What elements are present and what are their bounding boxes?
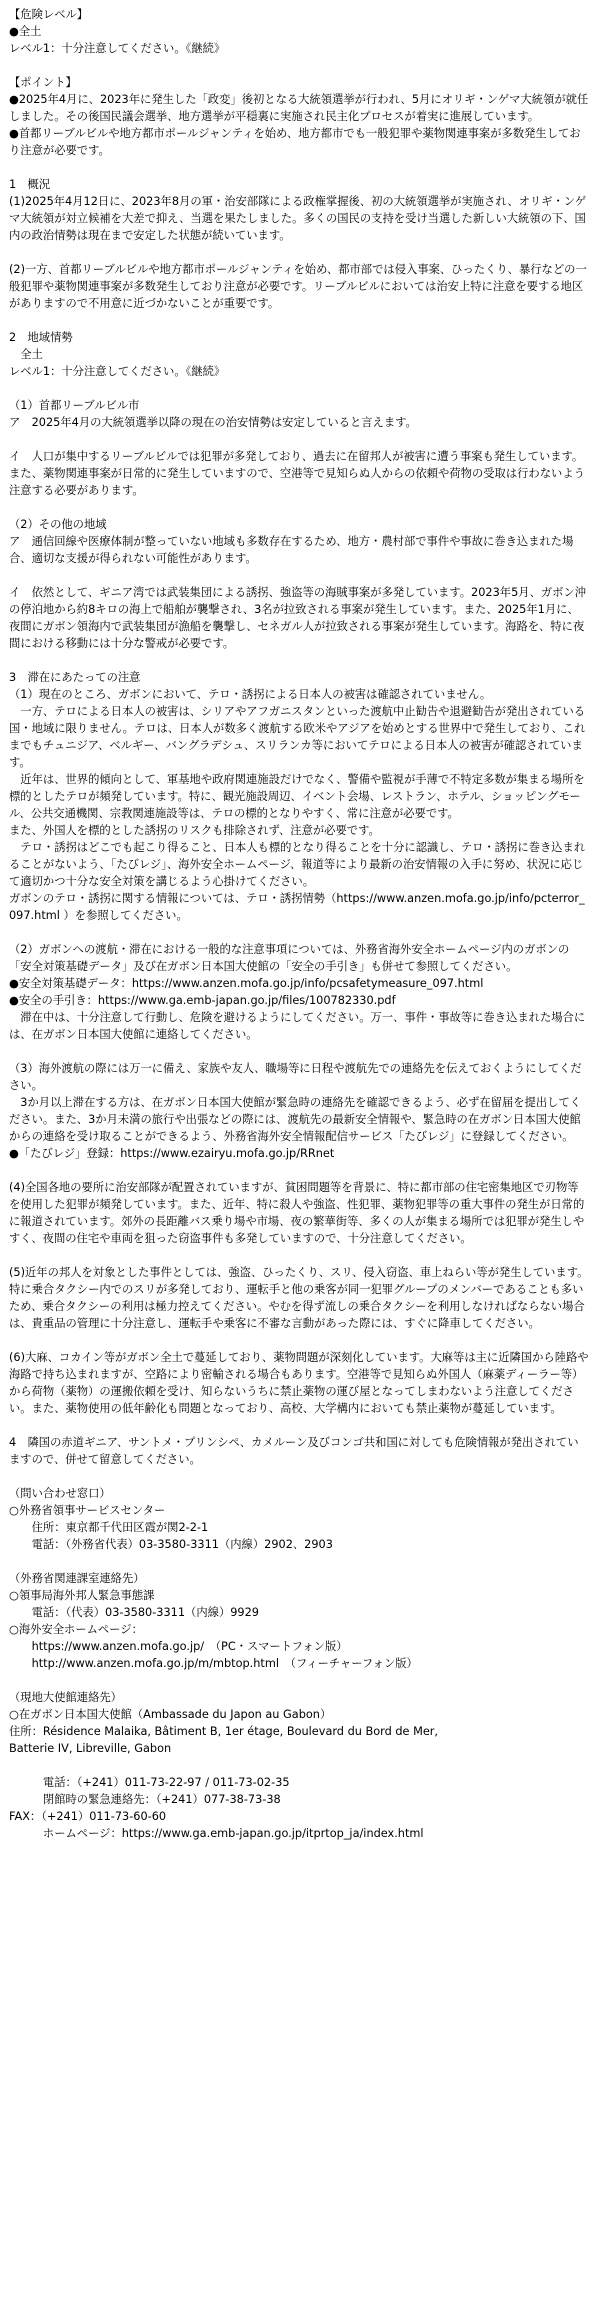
text-line-with-link[interactable]: https://www.anzen.mofa.go.jp/ （PC・スマートフォン版） xyxy=(9,1640,348,1653)
text-line: （2）その他の地域 xyxy=(9,518,107,531)
text-line: （問い合わせ窓口） xyxy=(9,1487,111,1500)
blank-line xyxy=(9,1162,589,1179)
text-line: （3）海外渡航の際には万一に備え、家族や友人、職場等に日程や渡航先での連絡先を伝えておくようにしてください。 xyxy=(9,1062,582,1092)
blank-line xyxy=(9,380,589,397)
text-line: （外務省関連課室連絡先） xyxy=(9,1572,145,1585)
text-line: FAX：（+241）011-73-60-60 xyxy=(9,1810,167,1823)
text-line: (5)近年の邦人を対象とした事件としては、強盗、ひったくり、スリ、侵入窃盗、車上ねらい等が発生しています。特に乗合タクシー内でのスリが多発しており、運転手と他の乗客が同一犯罪グループのメンバーであることも多いため、乗合タクシーの利用は極力控えてください。やむを得ず流しの乗合タクシーを利用しなければならない場合は、貴重品の管理に十分注意し、運転手や乗客に不審な言動があった際には、すぐに降車してください。 xyxy=(9,1266,589,1330)
text-line: 4 隣国の赤道ギニア、サントメ・プリンシペ、カメルーン及びコンゴ共和国に対しても危険情報が発出されていますので、併せて留意してください。 xyxy=(9,1436,579,1466)
text-line: 電話：（代表）03-3580-3311（内線）9929 xyxy=(9,1606,259,1619)
text-line: （1）首都リーブルビル市 xyxy=(9,399,140,412)
text-line: レベル1：十分注意してください。《継続》 xyxy=(9,365,226,378)
text-line-with-link[interactable]: ●安全の手引き：https://www.ga.emb-japan.go.jp/files/100782330.pdf xyxy=(9,994,396,1007)
text-line: (1)2025年4月12日に、2023年8月の軍・治安部隊による政権掌握後、初の大統領選挙が実施され、オリギ・ンゲマ大統領が対立候補を大差で抑え、当選を果たしました。多くの国民の支持を受け当選した新しい大統領の下、国内の政治情勢は現在まで安定した状態が続いています。 xyxy=(9,195,587,242)
text-line: 住所：東京都千代田区霞が関2-2-1 xyxy=(9,1521,209,1534)
text-line: (2)一方、首都リーブルビルや地方都市ポールジャンティを始め、都市部では侵入事案、ひったくり、暴行などの一般犯罪や薬物関連事案が多数発生しており注意が必要です。リーブルビルにおいては治安上特に注意を要する地区がありますので不用意に近づかないことが重要です。 xyxy=(9,263,587,310)
text-line: (6)大麻、コカイン等がガボン全土で蔓延しており、薬物問題が深刻化しています。大麻等は主に近隣国から陸路や海路で持ち込まれますが、空路により密輸される場合もあります。空港等で見知らぬ外国人（麻薬ディーラー等）から荷物（薬物）の運搬依頼を受け、知らないうちに禁止薬物の運び屋となってしまわないよう注意してください。また、薬物使用の低年齢化も問題となっており、高校、大学構内においても禁止薬物が蔓延しています。 xyxy=(9,1351,589,1415)
blank-line xyxy=(9,1247,589,1264)
blank-line xyxy=(9,499,589,516)
blank-line xyxy=(9,1672,589,1689)
text-line: 住所：Résidence Malaika, Bâtiment B, 1er étage, Boulevard du Bord de Mer, xyxy=(9,1725,439,1738)
blank-line xyxy=(9,1468,589,1485)
text-line: ○在ガボン日本国大使館（Ambassade du Japon au Gabon） xyxy=(9,1708,332,1721)
text-line: 1 概況 xyxy=(9,178,51,191)
text-line: また、外国人を標的とした誘拐のリスクも排除されず、注意が必要です。 xyxy=(9,824,380,837)
text-line-with-link[interactable]: http://www.anzen.mofa.go.jp/m/mbtop.html （フィーチャーフォン版） xyxy=(9,1657,418,1670)
blank-line xyxy=(9,652,589,669)
text-line: レベル1：十分注意してください。《継続》 xyxy=(9,42,226,55)
text-line: ●首都リーブルビルや地方都市ポールジャンティを始め、地方都市でも一般犯罪や薬物関連事案が多数発生しており注意が必要です。 xyxy=(9,127,581,157)
blank-line xyxy=(9,924,589,941)
text-line: (4)全国各地の要所に治安部隊が配置されていますが、貧困問題等を背景に、特に都市部の住宅密集地区で刃物等を使用した犯罪が頻発しています。また、近年、特に殺人や強盗、性犯罪、薬物犯罪等の重大事件の発生が日常的に報道されています。郊外の長距離バス乗り場や市場、夜の繁華街等、多くの人が集まる場所では犯罪が発生しやすく、夜間の住宅や車両を狙った窃盗事件も多発していますので、十分注意してください。 xyxy=(9,1181,585,1245)
text-line: ○海外安全ホームページ： xyxy=(9,1623,143,1636)
blank-line xyxy=(9,431,589,448)
blank-line xyxy=(9,1757,589,1774)
text-line: （2）ガボンへの渡航・滞在における一般的な注意事項については、外務省海外安全ホームページ内のガボンの「安全対策基礎データ」及び在ガボン日本国大使館の「安全の手引き」も併せて参照してください。 xyxy=(9,943,570,973)
text-line: イ 人口が集中するリーブルビルでは犯罪が多発しており、過去に在留邦人が被害に遭う事案も発生しています。また、薬物関連事案が日常的に発生していますので、空港等で見知らぬ人からの依頼や荷物の受取は行わないよう注意する必要があります。 xyxy=(9,450,585,497)
text-line: 全土 xyxy=(9,348,43,361)
blank-line xyxy=(9,1043,589,1060)
text-line-with-link[interactable]: ガボンのテロ・誘拐に関する情報については、テロ・誘拐情勢（https://www.anzen.mofa.go.jp/info/pcterror_097.html ）を参照してください。 xyxy=(9,892,585,922)
blank-line xyxy=(9,312,589,329)
blank-line xyxy=(9,1553,589,1570)
text-line: 2 地域情勢 xyxy=(9,331,73,344)
text-line: ●2025年4月に、2023年に発生した「政変」後初となる大統領選挙が行われ、5月にオリギ・ンゲマ大統領が就任しました。その後国民議会選挙、地方選挙が平穏裏に実施され民主化プロセスが着実に進展しています。 xyxy=(9,93,589,123)
text-line: 滞在中は、十分注意して行動し、危険を避けるようにしてください。万一、事件・事故等に巻き込まれた場合には、在ガボン日本国大使館に連絡してください。 xyxy=(9,1011,586,1041)
blank-line xyxy=(9,159,589,176)
text-line: 3か月以上滞在する方は、在ガボン日本国大使館が緊急時の連絡先を確認できるよう、必ず在留届を提出してください。また、3か月未満の旅行や出張などの際には、渡航先の最新安全情報や、緊急時の在ガボン日本国大使館からの連絡を受け取ることができるよう、外務省海外安全情報配信サービス「たびレジ」に登録してください。 xyxy=(9,1096,582,1143)
text-line: テロ・誘拐はどこでも起こり得ること、日本人も標的となり得ることを十分に認識し、テロ・誘拐に巻き込まれることがないよう、「たびレジ」、海外安全ホームページ、報道等により最新の治安情報の入手に努め、状況に応じて適切かつ十分な安全対策を講じるよう心掛けてください。 xyxy=(9,841,586,888)
text-line: ●全土 xyxy=(9,25,42,38)
section-heading: 【危険レベル】 xyxy=(9,8,89,21)
text-line: 3 滞在にあたっての注意 xyxy=(9,671,141,684)
text-line: 電話：（+241）011-73-22-97 / 011-73-02-35 xyxy=(9,1776,290,1789)
text-line: ア 通信回線や医療体制が整っていない地域も多数存在するため、地方・農村部で事件や事故に巻き込まれた場合、適切な支援が得られない可能性があります。 xyxy=(9,535,574,565)
section-heading: 【ポイント】 xyxy=(9,76,77,89)
text-line: イ 依然として、ギニア湾では武装集団による誘拐、強盗等の海賊事案が多発しています。2023年5月、ガボン沖の停泊地から約8キロの海上で船舶が襲撃され、3名が拉致される事案が発生しています。また、2025年1月に、夜間にガボン領海内で武装集団が漁船を襲撃し、セネガル人が拉致される事案が発生しています。海路を、特に夜間における移動には十分な警戒が必要です。 xyxy=(9,586,587,650)
text-line: 閉館時の緊急連絡先：（+241）077-38-73-38 xyxy=(9,1793,281,1806)
blank-line xyxy=(9,567,589,584)
text-line-with-link[interactable]: ●安全対策基礎データ：https://www.anzen.mofa.go.jp/info/pcsafetymeasure_097.html xyxy=(9,977,484,990)
text-line: 一方、テロによる日本人の被害は、シリアやアフガニスタンといった渡航中止勧告や退避勧告が発出されている国・地域に限りません。テロは、日本人が数多く渡航する欧米やアジアを始めとする世界中で発生しており、これまでもチュニジア、ベルギー、バングラデシュ、スリランカ等においてテロによる日本人の被害が確認されています。 xyxy=(9,705,586,769)
blank-line xyxy=(9,1417,589,1434)
text-line: ○外務省領事サービスセンター xyxy=(9,1504,166,1517)
text-line-with-link[interactable]: ホームページ：https://www.ga.emb-japan.go.jp/itprtop_ja/index.html xyxy=(9,1827,424,1840)
text-line: 電話：（外務省代表）03-3580-3311（内線）2902、2903 xyxy=(9,1538,333,1551)
text-line: ア 2025年4月の大統領選挙以降の現在の治安情勢は安定していると言えます。 xyxy=(9,416,417,429)
text-line: （現地大使館連絡先） xyxy=(9,1691,122,1704)
blank-line xyxy=(9,1332,589,1349)
blank-line xyxy=(9,57,589,74)
text-line: Batterie IV, Libreville, Gabon xyxy=(9,1742,172,1755)
text-line: （1）現在のところ、ガボンにおいて、テロ・誘拐による日本人の被害は確認されていません。 xyxy=(9,688,492,701)
blank-line xyxy=(9,244,589,261)
text-line-with-link[interactable]: ●「たびレジ」登録：https://www.ezairyu.mofa.go.jp/RRnet xyxy=(9,1147,335,1160)
text-line: ○領事局海外邦人緊急事態課 xyxy=(9,1589,155,1602)
text-line: 近年は、世界的傾向として、軍基地や政府関連施設だけでなく、警備や監視が手薄で不特定多数が集まる場所を標的としたテロが頻発しています。特に、観光施設周辺、イベント会場、レストラン、ホテル、ショッピングモール、公共交通機関、宗教関連施設等は、テロの標的となりやすく、常に注意が必要です。 xyxy=(9,773,585,820)
